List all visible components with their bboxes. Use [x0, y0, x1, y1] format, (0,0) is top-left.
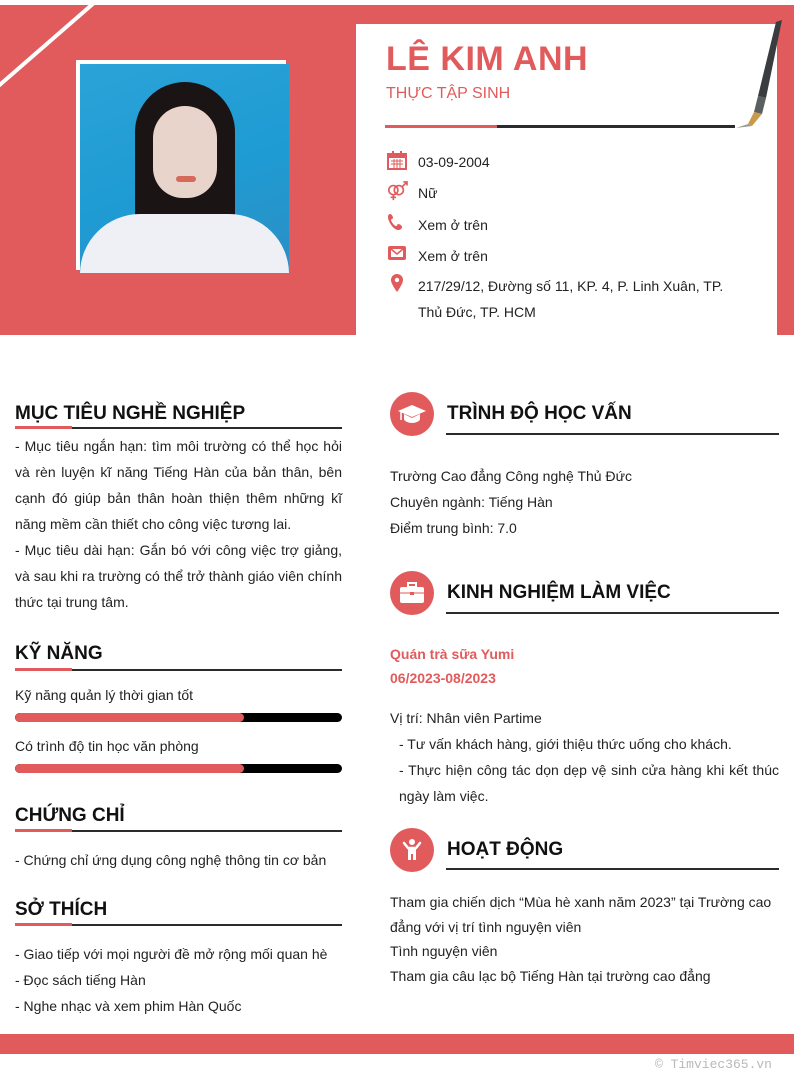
education-school: Trường Cao đẳng Công nghệ Thủ Đức [390, 468, 632, 484]
skill-bar [15, 713, 342, 722]
activity-item: Tham gia câu lạc bộ Tiếng Hàn tại trường cao đẳng [390, 967, 711, 984]
calendar-icon [386, 150, 408, 170]
contact-email-text: Xem ở trên [418, 248, 488, 264]
certificates-title: CHỨNG CHỈ [15, 805, 125, 826]
skill-bar-fill [15, 764, 244, 773]
contact-email [386, 243, 746, 269]
hobby-item: - Nghe nhạc và xem phim Hàn Quốc [15, 998, 242, 1014]
skills-rule-accent [15, 668, 72, 671]
experience-rule [446, 612, 779, 614]
experience-icon-badge [390, 571, 434, 615]
person-icon [401, 838, 423, 862]
experience-period: 06/2023-08/2023 [390, 670, 496, 686]
experience-duties [399, 731, 779, 809]
contact-birthdate-text: 03-09-2004 [418, 154, 490, 170]
footer-credit: © Timviec365.vn [654, 1057, 772, 1072]
objective-long-term: - Mục tiêu dài hạn: Gắn bó với công việc trợ giảng, và sau khi ra trường có thể trở thành giáo viên chính thức tại trung tâm. [15, 542, 342, 610]
skill-label: Có trình độ tin học văn phòng [15, 738, 199, 754]
graduation-cap-icon [397, 403, 427, 425]
hobby-item: - Giao tiếp với mọi người đề mở rộng mối quan hè [15, 946, 328, 962]
activity-item: Tham gia chiến dịch “Mùa hè xanh năm 2023” tại Trường cao đẳng với vị trí tình nguyện viên [390, 894, 772, 935]
profile-photo [80, 64, 289, 273]
activities-rule [446, 868, 779, 870]
hobbies-rule-accent [15, 923, 72, 926]
candidate-name: LÊ KIM ANH [386, 40, 589, 78]
gender-icon [386, 181, 408, 201]
hobby-item: - Đọc sách tiếng Hàn [15, 972, 146, 988]
footer-bar [0, 1034, 794, 1054]
education-gpa: Điểm trung bình: 7.0 [390, 520, 517, 536]
skill-bar [15, 764, 342, 773]
skill-bar-fill [15, 713, 244, 722]
education-title: TRÌNH ĐỘ HỌC VẤN [447, 403, 632, 424]
skills-title: KỸ NĂNG [15, 643, 103, 664]
fountain-pen-icon [722, 18, 792, 138]
objective-title: MỤC TIÊU NGHỀ NGHIỆP [15, 403, 246, 424]
experience-title: KINH NGHIỆM LÀM VIỆC [447, 582, 671, 603]
candidate-title: THỰC TẬP SINH [386, 85, 511, 102]
experience-company: Quán trà sữa Yumi [390, 646, 515, 662]
activities-icon-badge [390, 828, 434, 872]
location-icon [386, 273, 408, 293]
education-major: Chuyên ngành: Tiếng Hàn [390, 494, 553, 510]
education-rule [446, 433, 779, 435]
hobbies-title: SỞ THÍCH [15, 899, 108, 920]
email-icon [386, 243, 408, 263]
experience-duty: - Tư vấn khách hàng, giới thiệu thức uống cho khách. [399, 736, 732, 752]
contact-phone-text: Xem ở trên [418, 217, 488, 233]
briefcase-icon [399, 582, 425, 604]
objective-short-term: - Mục tiêu ngắn hạn: tìm môi trường có thể học hỏi và rèn luyện kĩ năng Tiếng Hàn của bản thân, bên cạnh đó giúp bản thân hoàn thiện thêm những kĩ năng mềm cần thiết cho công việc tương lai. [15, 438, 342, 532]
header-rule [497, 125, 735, 128]
objective-rule-accent [15, 426, 72, 429]
experience-position: Vị trí: Nhân viên Partime [390, 710, 542, 726]
contact-address-line2: Thủ Đức, TP. HCM [418, 304, 536, 320]
certificate-item: - Chứng chỉ ứng dụng công nghệ thông tin cơ bản [15, 852, 327, 868]
education-details [390, 463, 780, 541]
header-rule-accent [385, 125, 497, 128]
activities-title: HOẠT ĐỘNG [447, 839, 564, 860]
contact-gender-text: Nữ [418, 185, 438, 201]
certificates-rule-accent [15, 829, 72, 832]
contact-birthdate [386, 150, 746, 176]
experience-duty: - Thực hiện công tác dọn dẹp vệ sinh cửa hàng khi kết thúc ngày làm việc. [399, 762, 779, 804]
activity-item: Tình nguyện viên [390, 943, 498, 959]
skill-label: Kỹ năng quản lý thời gian tốt [15, 687, 194, 703]
objective-text [15, 433, 342, 615]
contact-phone [386, 212, 746, 238]
hobbies-list [15, 941, 327, 1019]
contact-gender [386, 181, 746, 207]
phone-icon [386, 212, 408, 232]
contact-address-line1: 217/29/12, Đường số 11, KP. 4, P. Linh Xuân, TP. [418, 278, 724, 294]
contact-address [386, 273, 746, 325]
activities-list [390, 890, 780, 988]
education-icon-badge [390, 392, 434, 436]
